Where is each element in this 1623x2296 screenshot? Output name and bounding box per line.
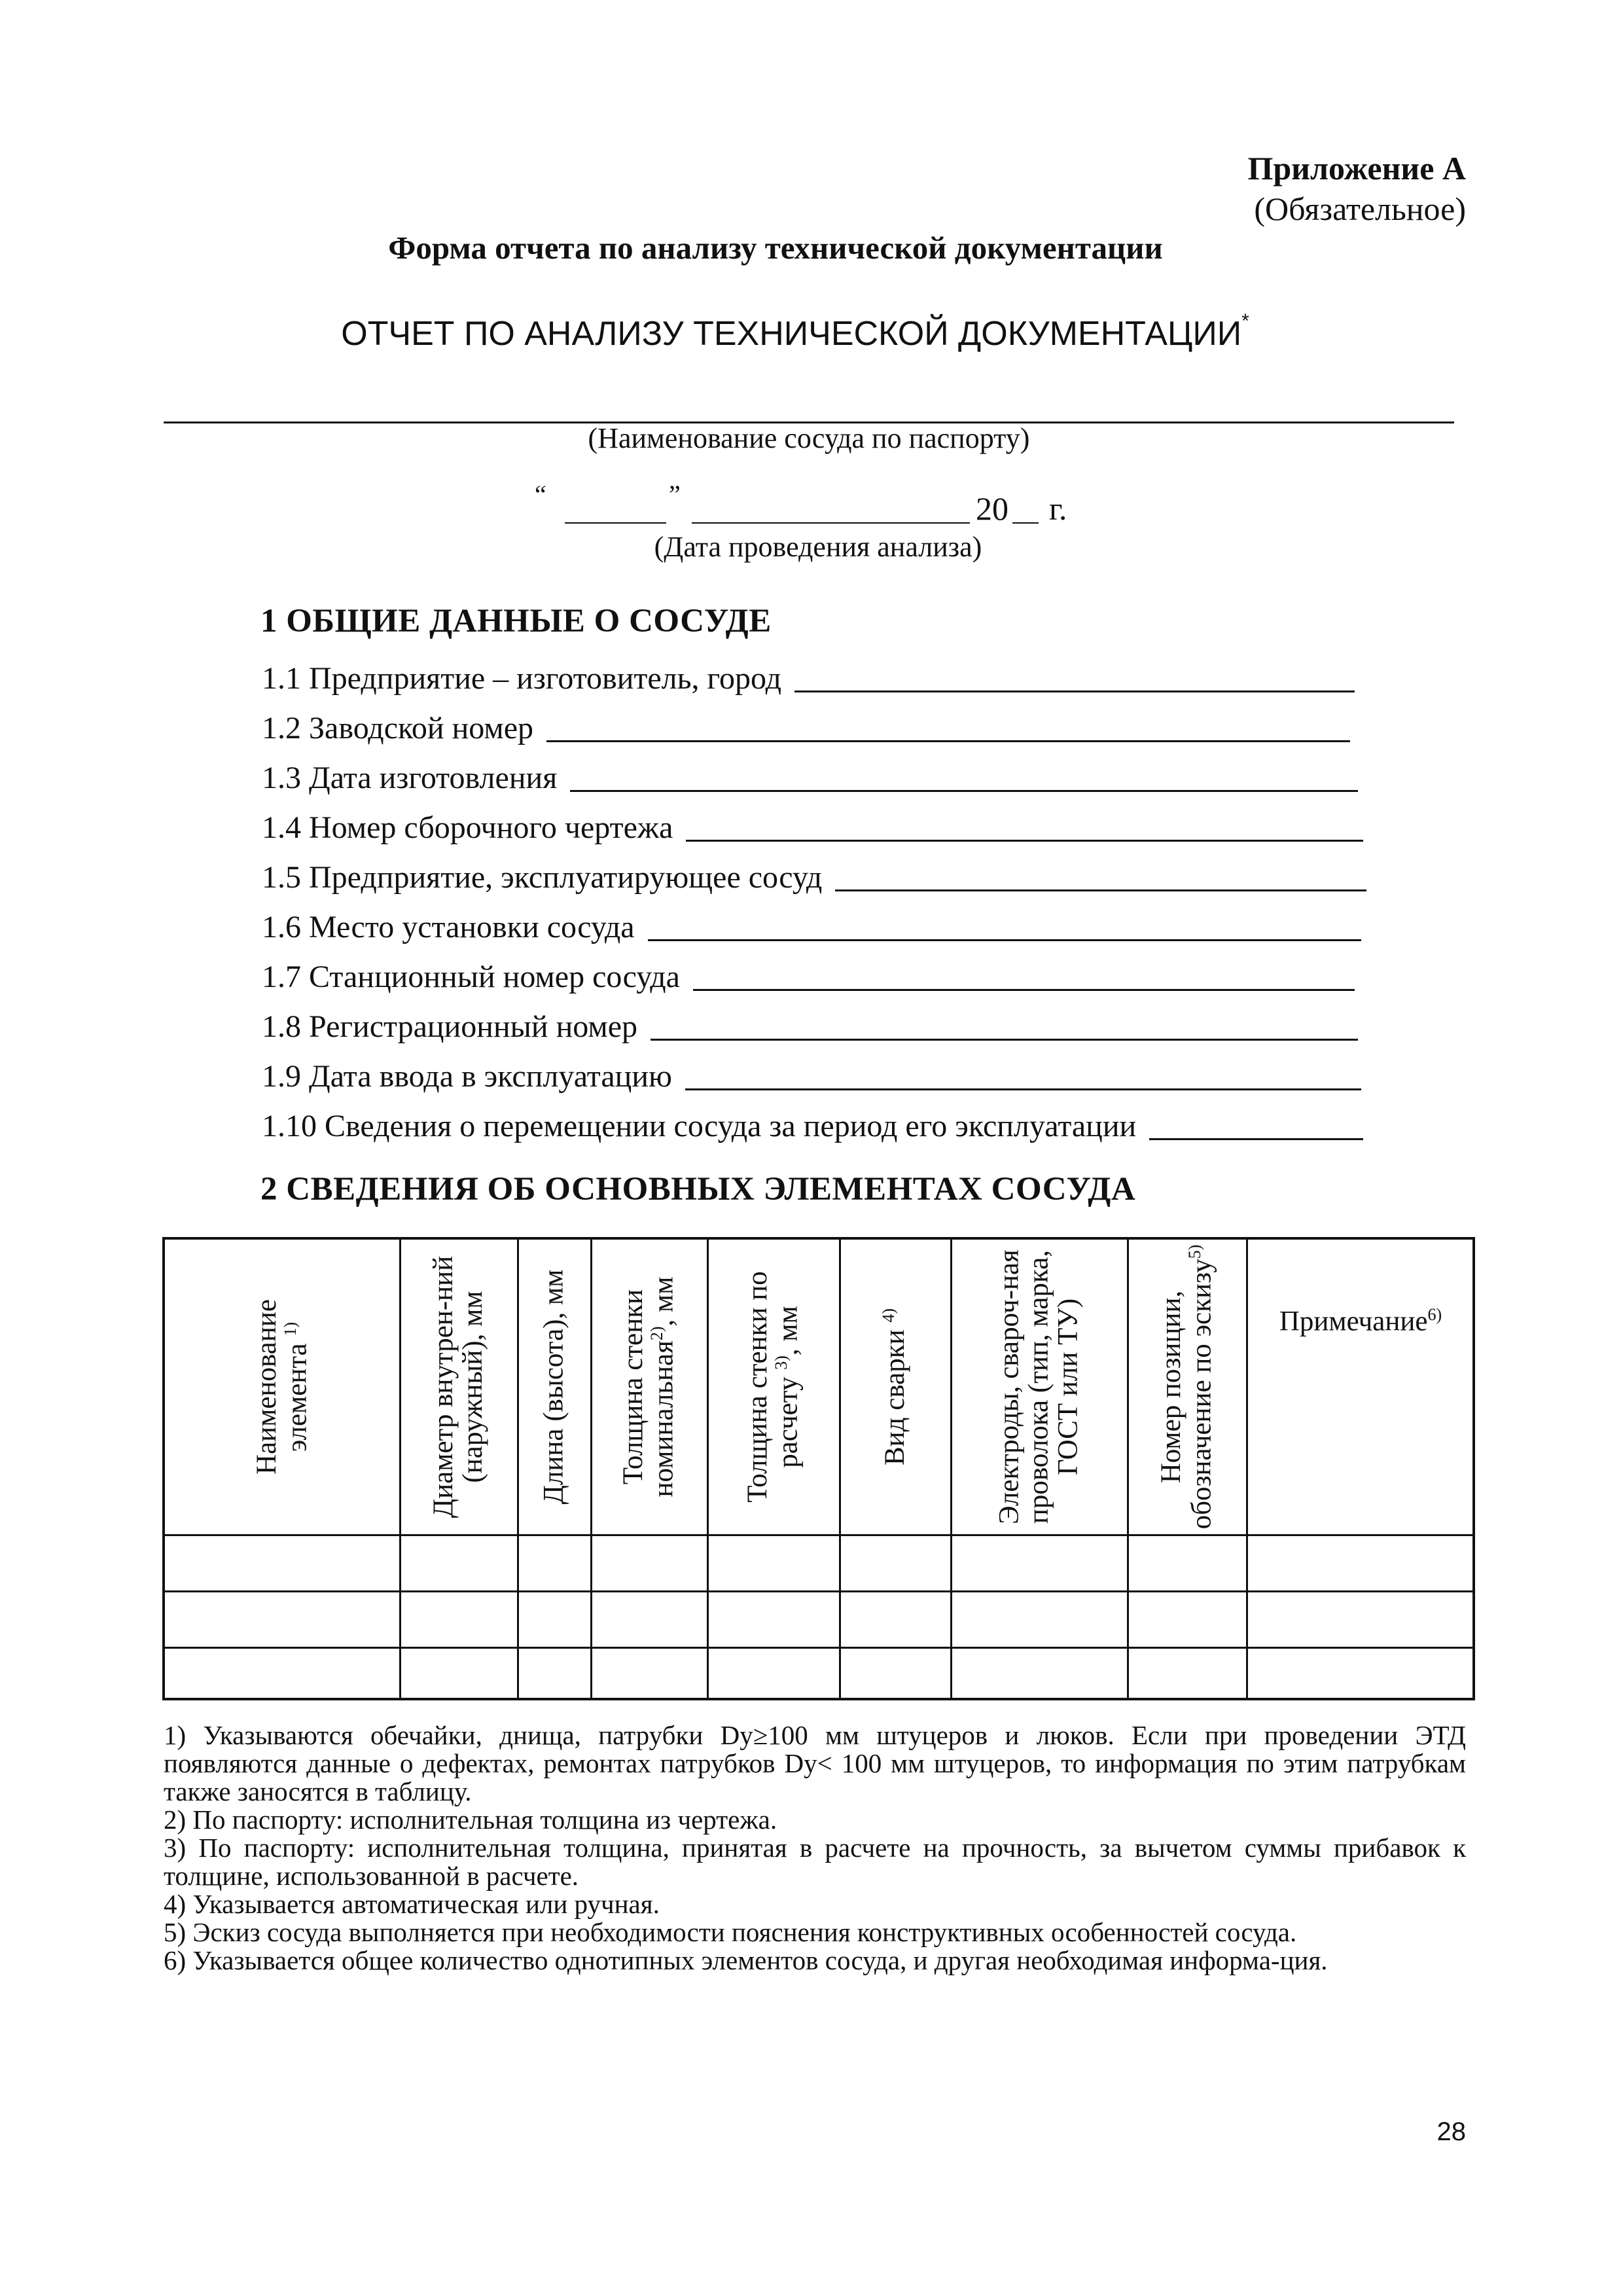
column-header-footnote: 3) [772, 1355, 791, 1370]
column-header-unit: , мм [772, 1306, 804, 1356]
column-header-position-number [1127, 1240, 1246, 1534]
column-header-text: Длина (высота), мм [538, 1269, 569, 1505]
field-serial-number-input[interactable] [546, 740, 1350, 742]
table-row[interactable] [165, 1590, 1474, 1647]
field-relocation-info-input[interactable] [1149, 1138, 1363, 1140]
footnote-6: 6) Указывается общее количество однотипных элементов сосуда, и другая необходимая информа-ция. [164, 1945, 1328, 1975]
analysis-date-row [524, 480, 1113, 530]
field-row-serial-number [262, 709, 1350, 747]
field-label: 1.6 Место установки сосуда [262, 910, 635, 944]
footnote-3: 3) По паспорту: исполнительная толщина, принятая в расчете на прочность, за вычетом суммы прибавок к толщине, использованной в расчете. [164, 1833, 1466, 1891]
footnote-4: 4) Указывается автоматическая или ручная. [164, 1889, 660, 1919]
appendix-subtitle: (Обязательное) [1254, 190, 1466, 227]
field-label: 1.8 Регистрационный номер [262, 1009, 638, 1044]
field-station-number-input[interactable] [693, 989, 1355, 991]
footnote-5: 5) Эскиз сосуда выполняется при необходимости пояснения конструктивных особенностей сосуда. [164, 1917, 1297, 1947]
form-title: Форма отчета по анализу технической документации [388, 230, 1163, 266]
column-header-footnote: 1) [281, 1321, 300, 1336]
field-label: 1.3 Дата изготовления [262, 761, 558, 795]
column-header-footnote: 2) [647, 1326, 667, 1341]
column-header-footnote: 5) [1185, 1244, 1205, 1259]
column-header-text: Диаметр внутрен-ний (наружный), мм [427, 1255, 488, 1518]
page-number: 28 [1436, 2117, 1466, 2146]
column-header-footnote: 6) [1427, 1305, 1442, 1324]
column-header-text: Номер позиции, обозначение по эскизу [1156, 1259, 1217, 1530]
field-row-installation-site [262, 908, 1361, 946]
column-header-unit: , мм [648, 1276, 679, 1327]
field-row-operator [262, 859, 1366, 897]
field-row-manufacture-date [262, 759, 1358, 797]
column-header-diameter [399, 1240, 517, 1534]
column-header-note [1246, 1240, 1475, 1534]
field-row-drawing-number [262, 809, 1363, 847]
date-month-field[interactable] [692, 522, 970, 524]
column-header-text: Примечание [1279, 1306, 1428, 1337]
section-2-heading: 2 СВЕДЕНИЯ ОБ ОСНОВНЫХ ЭЛЕМЕНТАХ СОСУДА [260, 1171, 1136, 1208]
field-label: 1.4 Номер сборочного чертежа [262, 810, 673, 845]
column-header-text: Толщина стенки по расчету [742, 1271, 804, 1503]
field-installation-site-input[interactable] [648, 939, 1361, 941]
table-row[interactable] [165, 1534, 1474, 1590]
field-label: 1.5 Предприятие, эксплуатирующее сосуд [262, 860, 823, 895]
field-commissioning-date-input[interactable] [685, 1088, 1361, 1090]
field-registration-number-input[interactable] [651, 1039, 1358, 1041]
column-header-element-name [165, 1240, 399, 1534]
column-header-footnote: 4) [878, 1308, 898, 1323]
field-row-relocation-info [262, 1107, 1363, 1145]
vessel-name-caption: (Наименование сосуда по паспорту) [588, 422, 1030, 454]
column-header-calculated-thickness [707, 1240, 839, 1534]
column-header-text: Наименование элемента [251, 1299, 313, 1475]
column-header-electrodes [950, 1240, 1127, 1534]
column-header-text: Вид сварки [880, 1329, 911, 1466]
field-row-commissioning-date [262, 1058, 1361, 1096]
field-label: 1.1 Предприятие – изготовитель, город [262, 661, 782, 696]
field-manufacturer-input[interactable] [794, 691, 1355, 692]
column-header-welding-type [839, 1240, 950, 1534]
field-operator-input[interactable] [835, 889, 1366, 891]
elements-table [162, 1237, 1475, 1700]
column-header-text: Толщина стенки номинальная [618, 1289, 679, 1498]
analysis-date-caption: (Дата проведения анализа) [654, 531, 982, 563]
field-row-registration-number [262, 1008, 1358, 1046]
report-title-footnote-mark: * [1241, 310, 1249, 332]
date-open-quote: “ [535, 480, 546, 509]
date-year-prefix: 20 [976, 490, 1008, 527]
report-title-text: ОТЧЕТ ПО АНАЛИЗУ ТЕХНИЧЕСКОЙ ДОКУМЕНТАЦИИ [341, 315, 1242, 353]
field-row-manufacturer [262, 660, 1355, 698]
column-header-text: Электроды, свароч-ная проволока (тип, марка, ГОСТ или ТУ) [993, 1249, 1084, 1524]
date-year-field[interactable] [1012, 522, 1039, 524]
field-label: 1.7 Станционный номер сосуда [262, 960, 680, 994]
field-drawing-number-input[interactable] [686, 840, 1363, 842]
date-day-field[interactable] [565, 522, 666, 524]
field-label: 1.9 Дата ввода в эксплуатацию [262, 1059, 672, 1094]
field-manufacture-date-input[interactable] [570, 790, 1358, 792]
column-header-length [517, 1240, 590, 1534]
section-1-heading: 1 ОБЩИЕ ДАННЫЕ О СОСУДЕ [260, 603, 772, 639]
appendix-title: Приложение А [1247, 150, 1466, 187]
date-year-suffix: г. [1049, 490, 1067, 527]
table-row[interactable] [165, 1647, 1474, 1699]
footnote-1: 1) Указываются обечайки, днища, патрубки Dy≥100 мм штуцеров и люков. Если при проведении ЭТД появляются данные о дефектах, ремонтах патрубков Dy< 100 мм штуцеров, то информация по этим патрубкам также заносятся в таблицу. [164, 1720, 1466, 1806]
column-header-nominal-thickness [590, 1240, 707, 1534]
field-row-station-number [262, 958, 1355, 996]
field-label: 1.10 Сведения о перемещении сосуда за период его эксплуатации [262, 1109, 1137, 1143]
footnote-2: 2) По паспорту: исполнительная толщина из чертежа. [164, 1804, 777, 1835]
date-close-quote: ” [669, 480, 681, 509]
footnotes [164, 1721, 1466, 1975]
report-title [262, 310, 1329, 353]
field-label: 1.2 Заводской номер [262, 711, 534, 745]
